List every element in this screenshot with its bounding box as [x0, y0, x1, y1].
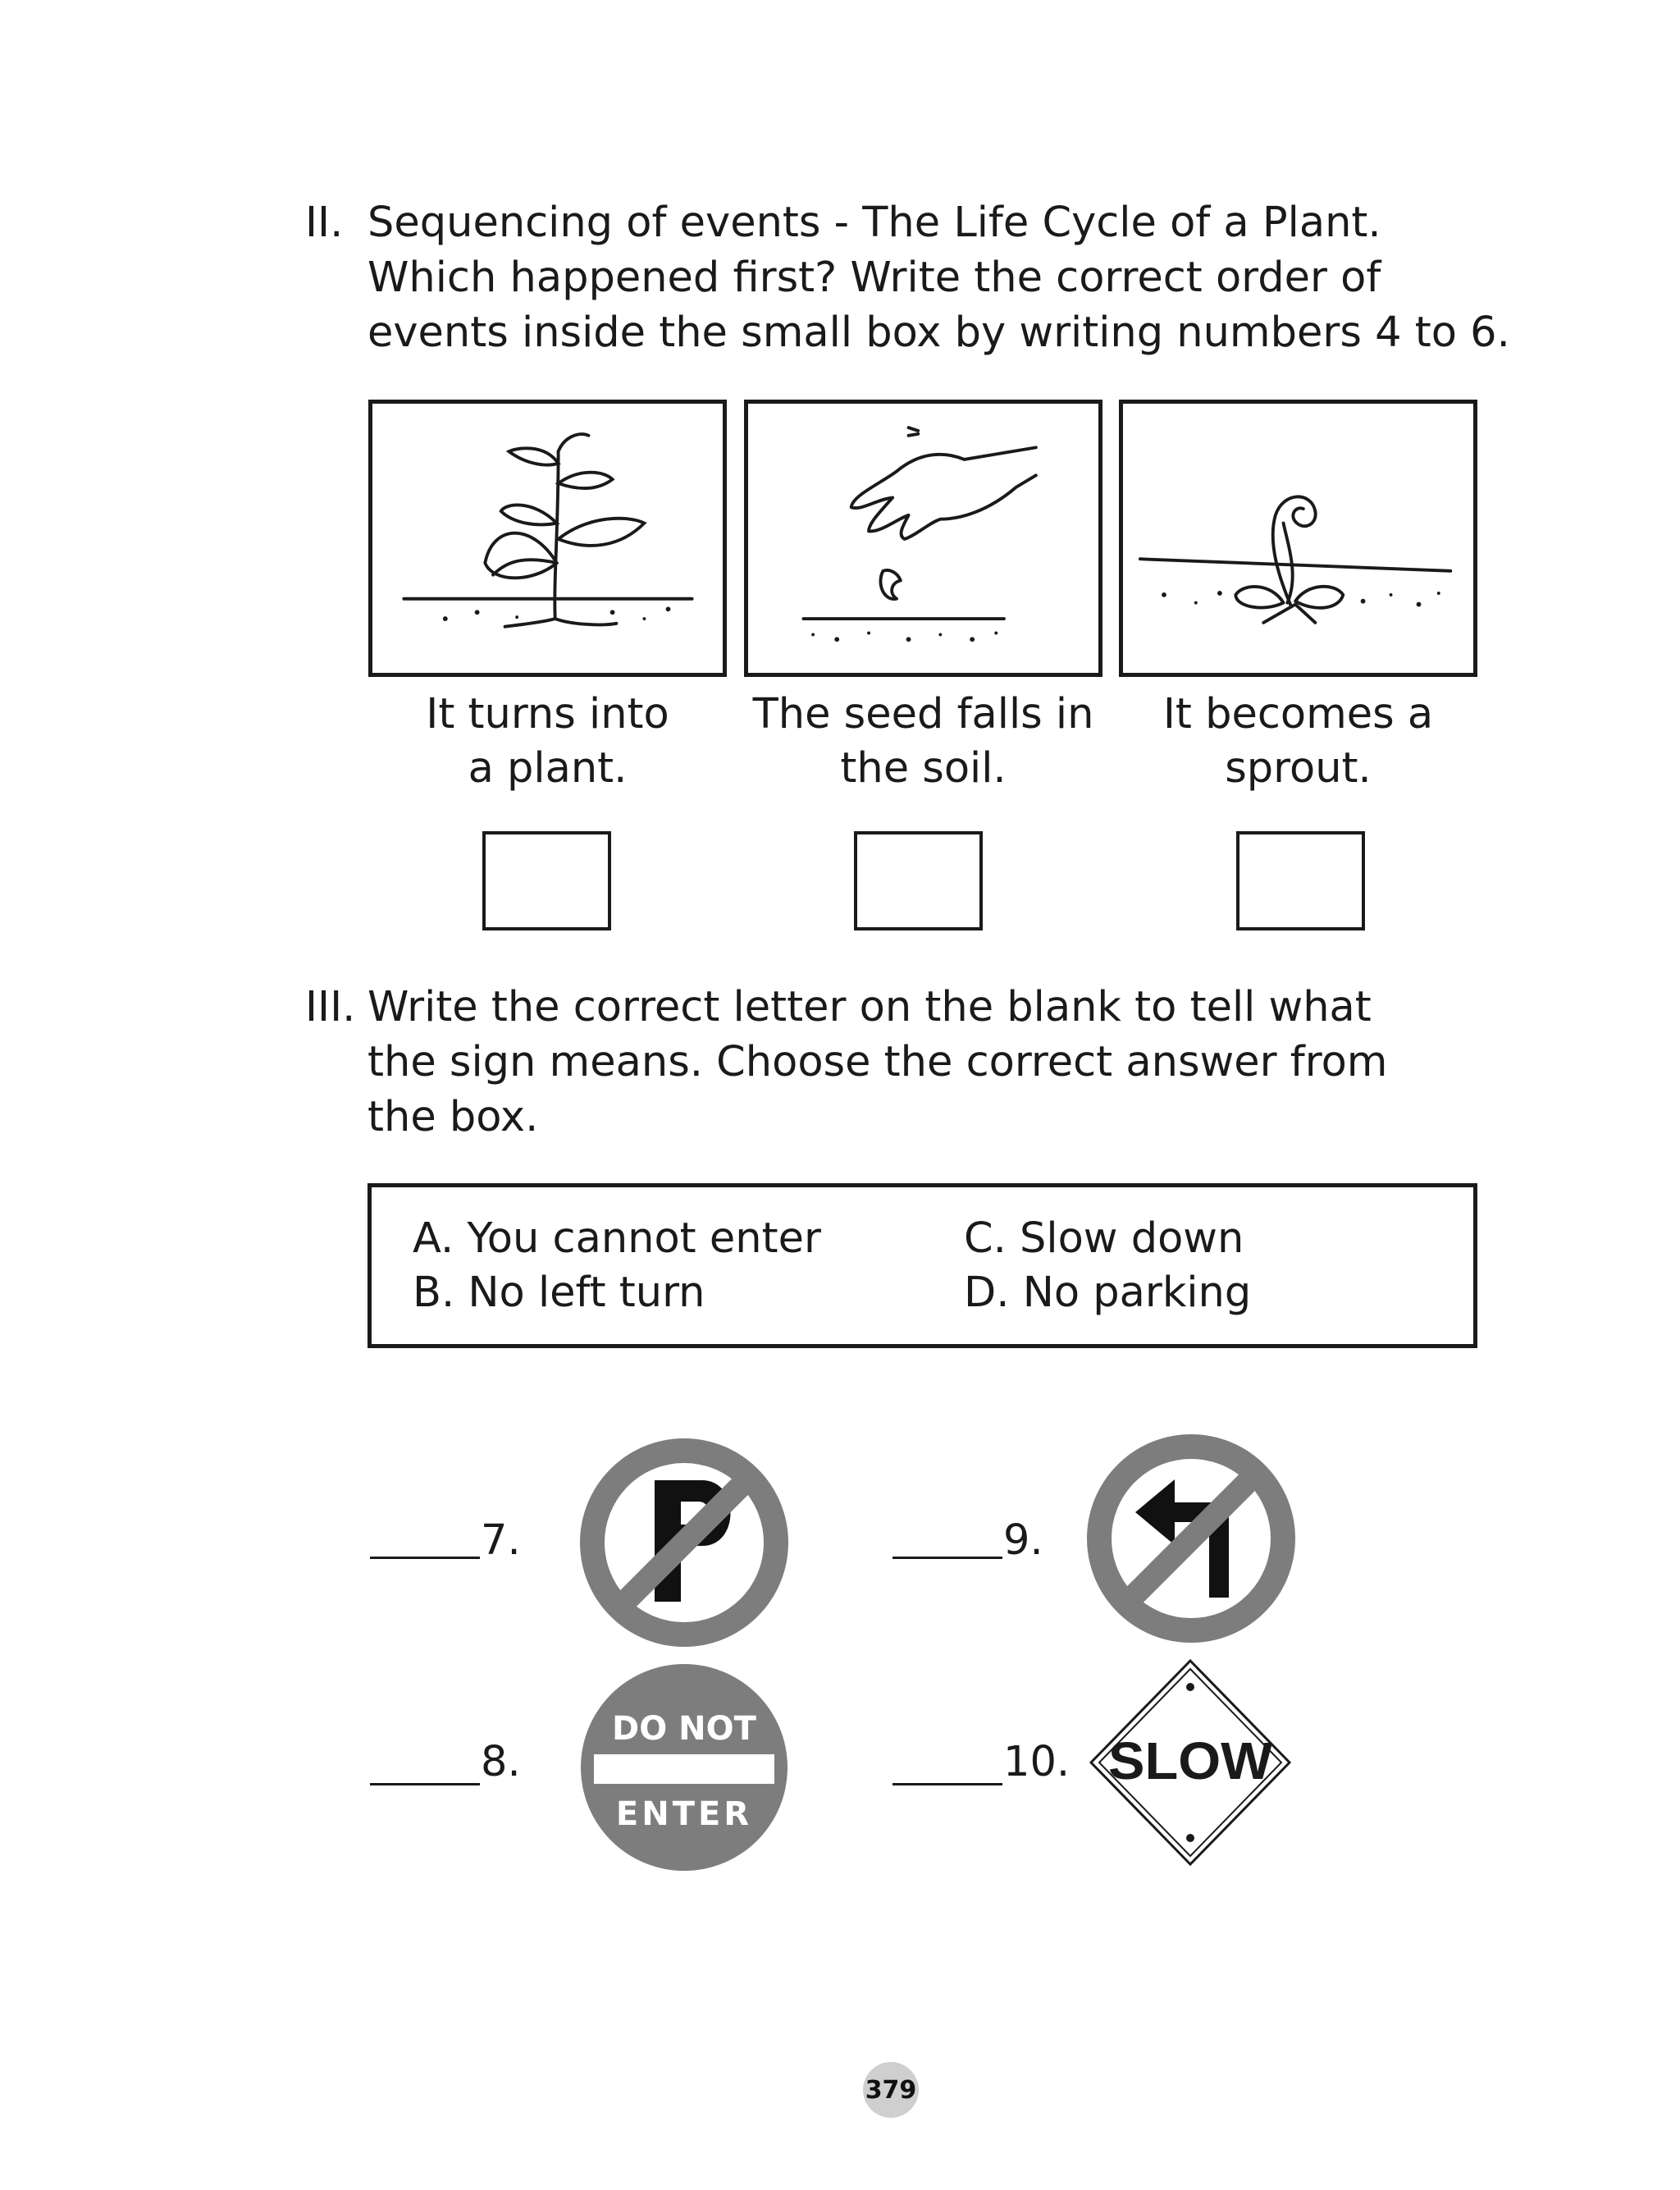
page-number: 379 [863, 2062, 919, 2118]
order-answer-box-seed[interactable] [854, 831, 983, 930]
caption-line: The seed falls in [752, 690, 1094, 738]
caption-seed [728, 688, 1119, 796]
instruction-line: Write the correct letter on the blank to tell what [368, 983, 1372, 1031]
caption-line: It becomes a [1162, 690, 1434, 738]
answer-blank-7[interactable] [370, 1557, 480, 1559]
plant-icon [372, 404, 723, 673]
sign-text-bottom: ENTER [615, 1795, 753, 1833]
item-number-9: 9. [1003, 1516, 1043, 1565]
choice-c: C. Slow down [964, 1214, 1244, 1263]
sprout-icon [1123, 404, 1473, 673]
no-parking-sign-icon [579, 1438, 789, 1648]
caption-line: It turns into [426, 690, 669, 738]
order-answer-box-sprout[interactable] [1236, 831, 1365, 930]
caption-plant [368, 688, 727, 796]
caption-line: sprout. [1225, 744, 1372, 793]
sprout-picture-box [1119, 400, 1477, 677]
answer-choices-box [368, 1183, 1477, 1348]
plant-picture-box [368, 400, 727, 677]
caption-line: the soil. [840, 744, 1007, 793]
answer-blank-8[interactable] [370, 1783, 480, 1785]
item-number-10: 10. [1003, 1738, 1071, 1786]
choice-d: D. No parking [964, 1269, 1252, 1317]
instruction-line: the box. [368, 1093, 539, 1141]
section-3-instructions [368, 980, 1387, 1145]
seed-picture-box [744, 400, 1102, 677]
item-number-7: 7. [481, 1516, 521, 1565]
instruction-line: Sequencing of events - The Life Cycle of a Plant. [368, 199, 1381, 247]
section-2-instructions [368, 195, 1510, 360]
sign-text: SLOW [1108, 1731, 1273, 1790]
item-number-8: 8. [481, 1738, 521, 1786]
caption-line: a plant. [468, 744, 628, 793]
instruction-line: the sign means. Choose the correct answer from [368, 1038, 1388, 1086]
choice-a: A. You cannot enter [413, 1214, 821, 1263]
choice-b: B. No left turn [413, 1269, 705, 1317]
instruction-line: events inside the small box by writing numbers 4 to 6. [368, 309, 1510, 357]
hand-dropping-seed-icon [748, 404, 1098, 673]
section-2-numeral: II. [305, 199, 344, 247]
order-answer-box-plant[interactable] [482, 831, 611, 930]
instruction-line: Which happened first? Write the correct order of [368, 254, 1381, 302]
slow-sign-icon [1088, 1657, 1293, 1868]
section-3-numeral: III. [305, 983, 356, 1031]
answer-blank-10[interactable] [892, 1783, 1002, 1785]
answer-blank-9[interactable] [892, 1557, 1002, 1559]
caption-sprout [1119, 688, 1477, 796]
do-not-enter-sign-icon [579, 1662, 789, 1872]
sign-text-top: DO NOT [612, 1710, 756, 1748]
no-left-turn-sign-icon [1086, 1433, 1296, 1644]
